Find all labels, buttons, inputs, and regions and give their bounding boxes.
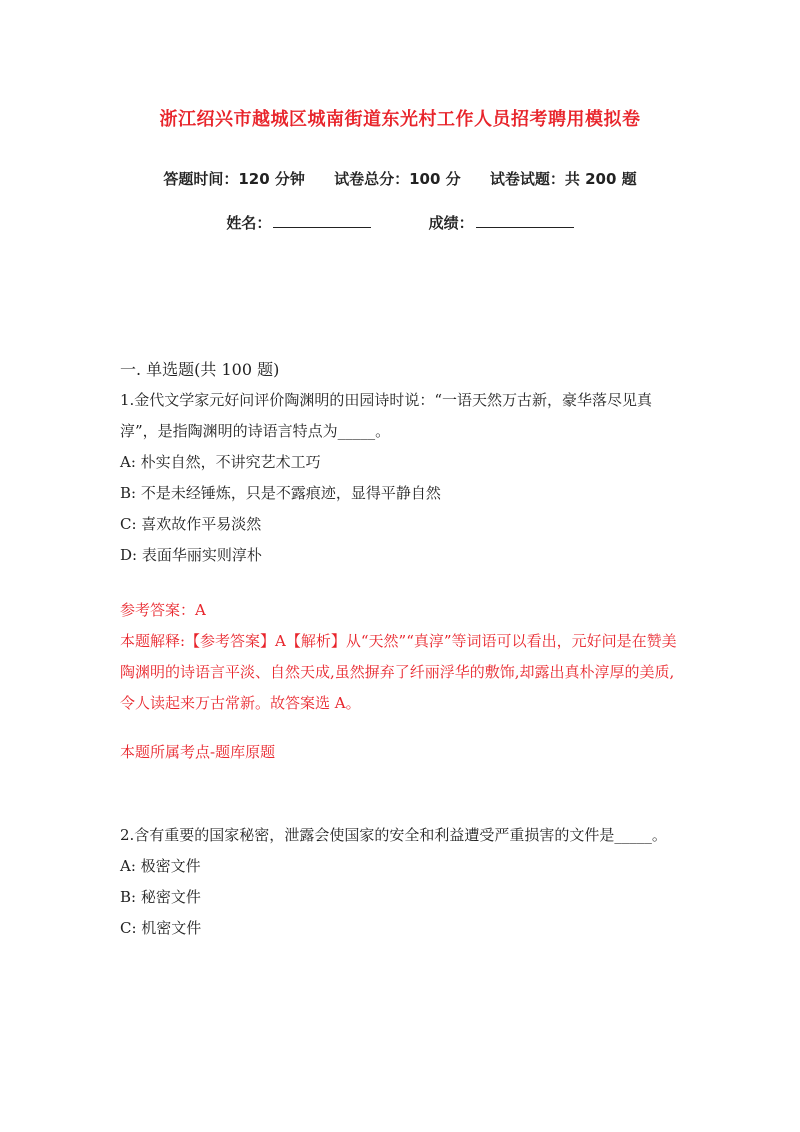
question-1-topic: 本题所属考点-题库原题 [120, 743, 276, 761]
question-1-option-b: B: 不是未经锤炼，只是不露痕迹，显得平静自然 [120, 484, 441, 502]
question-1-stem: 1.金代文学家元好问评价陶渊明的田园诗时说：“一语天然万古新，豪华落尽见真淳”，是指陶渊明的诗语言特点为_____。 [120, 391, 652, 440]
score-field [429, 212, 574, 233]
section-title: 一. 单选题(共 100 题) [120, 360, 280, 379]
exam-time: 答题时间：120 分钟 [163, 170, 305, 188]
exam-total: 试卷总分：100 分 [334, 170, 461, 188]
question-1-explanation: 本题解释:【参考答案】A【解析】从“天然”“真淳”等词语可以看出，元好问是在赞美陶渊明的诗语言平淡、自然天成,虽然摒弃了纤丽浮华的敷饰,却露出真朴淳厚的美质,令人读起来万古常新。故答案选 A。 [120, 632, 677, 712]
spacer [120, 719, 680, 737]
question-2-option-c: C: 机密文件 [120, 919, 202, 937]
spacer [120, 571, 680, 595]
name-field [226, 212, 371, 233]
question-1-option-c: C: 喜欢故作平易淡然 [120, 515, 262, 533]
question-2-option-a: A: 极密文件 [120, 857, 201, 875]
question-1-answer: 参考答案：A [120, 601, 206, 619]
question-1-option-a: A: 朴实自然，不讲究艺术工巧 [120, 453, 321, 471]
question-2-stem: 2.含有重要的国家秘密，泄露会使国家的安全和利益遭受严重损害的文件是_____。 [120, 826, 667, 844]
question-2-option-b: B: 秘密文件 [120, 888, 201, 906]
exam-meta [0, 168, 800, 189]
page-title: 浙江绍兴市越城区城南街道东光村工作人员招考聘用模拟卷 [159, 109, 641, 130]
exam-count: 试卷试题：共 200 题 [489, 170, 637, 188]
name-label: 姓名： [226, 214, 272, 232]
question-1-option-d: D: 表面华丽实则淳朴 [120, 546, 262, 564]
name-score-row [0, 212, 800, 233]
score-blank-line [476, 213, 574, 228]
spacer [120, 768, 680, 820]
name-blank-line [273, 213, 371, 228]
question-content [120, 354, 680, 944]
score-label: 成绩： [428, 214, 474, 232]
